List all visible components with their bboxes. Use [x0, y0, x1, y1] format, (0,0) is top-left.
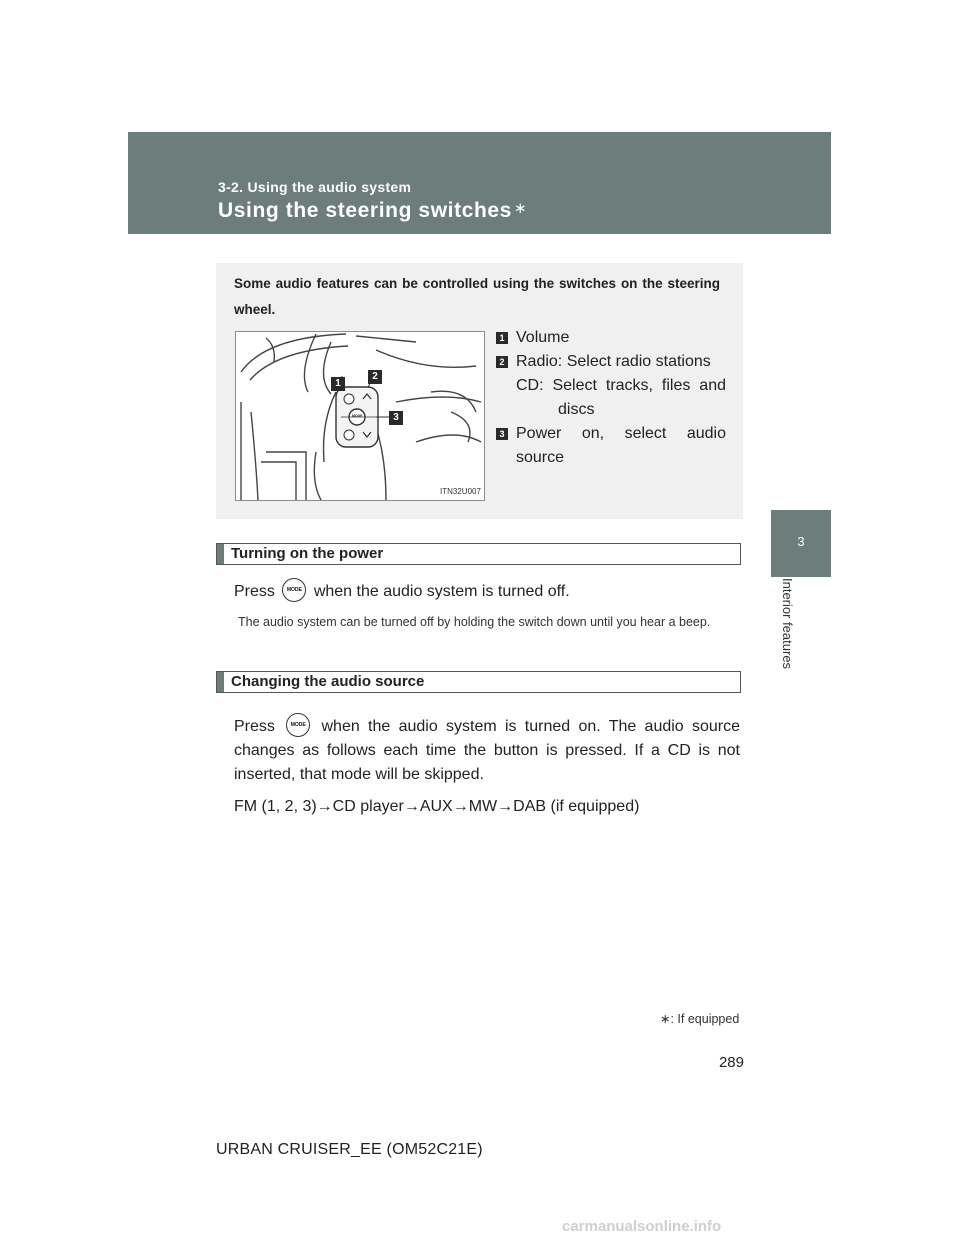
page-title	[218, 199, 527, 223]
manual-code: URBAN CRUISER_EE (OM52C21E)	[216, 1141, 483, 1158]
callout-subtext: CD: Select tracks, files and	[516, 377, 726, 394]
power-instruction	[234, 580, 740, 604]
press-word: Press	[234, 718, 275, 736]
section-heading-text: Turning on the power	[231, 545, 384, 562]
section-heading-source	[216, 671, 741, 693]
source-instruction	[234, 715, 740, 787]
callout-number: 1	[496, 332, 508, 344]
instruction-text: when the audio system is turned on. The audio source changes as follows each time the button is pressed. If a CD is not inserted, that mode will be skipped.	[234, 718, 741, 784]
callout-marker-3: 3	[389, 411, 403, 425]
callout-marker-1: 1	[331, 377, 345, 391]
power-off-note: The audio system can be turned off by holding the switch down until you hear a beep.	[238, 615, 711, 629]
callout-radio	[496, 350, 726, 422]
source-sequence: FM (1, 2, 3)→CD player→AUX→MW→DAB (if equipped)	[234, 798, 640, 815]
callout-number: 3	[496, 428, 508, 440]
callout-list	[496, 326, 726, 470]
section-heading-text: Changing the audio source	[231, 673, 425, 690]
press-word: Press	[234, 583, 275, 601]
section-heading-power	[216, 543, 741, 565]
instruction-text: when the audio system is turned off.	[313, 583, 570, 601]
callout-subtext-continued: discs	[558, 401, 595, 418]
section-label: 3-2. Using the audio system	[218, 179, 412, 195]
callout-text: Power on, select audio	[516, 425, 726, 442]
footnote: ∗: If equipped	[660, 1012, 740, 1026]
mode-button-icon: MODE	[286, 713, 310, 737]
callout-text: Volume	[516, 329, 570, 346]
callout-number: 2	[496, 356, 508, 368]
chapter-number: 3	[797, 534, 805, 549]
page-number: 289	[718, 1054, 744, 1071]
mode-button-icon: MODE	[282, 578, 306, 602]
steering-switch-illustration	[235, 331, 485, 501]
callout-text: Radio: Select radio stations	[516, 353, 711, 370]
page-title-text: Using the steering switches	[218, 199, 512, 222]
callout-volume	[496, 326, 726, 350]
callout-subtext: source	[516, 449, 565, 466]
illustration-mode-label: MODE	[352, 414, 363, 418]
intro-text: Some audio features can be controlled using the switches on the steering wheel.	[234, 276, 720, 317]
callout-marker-2: 2	[368, 370, 382, 384]
illustration-code: ITN32U007	[440, 487, 481, 496]
if-equipped-mark: ∗	[513, 200, 528, 217]
watermark: carmanualsonline.info	[562, 1218, 722, 1235]
callout-power	[496, 422, 726, 470]
chapter-label: Interior features	[780, 578, 795, 670]
